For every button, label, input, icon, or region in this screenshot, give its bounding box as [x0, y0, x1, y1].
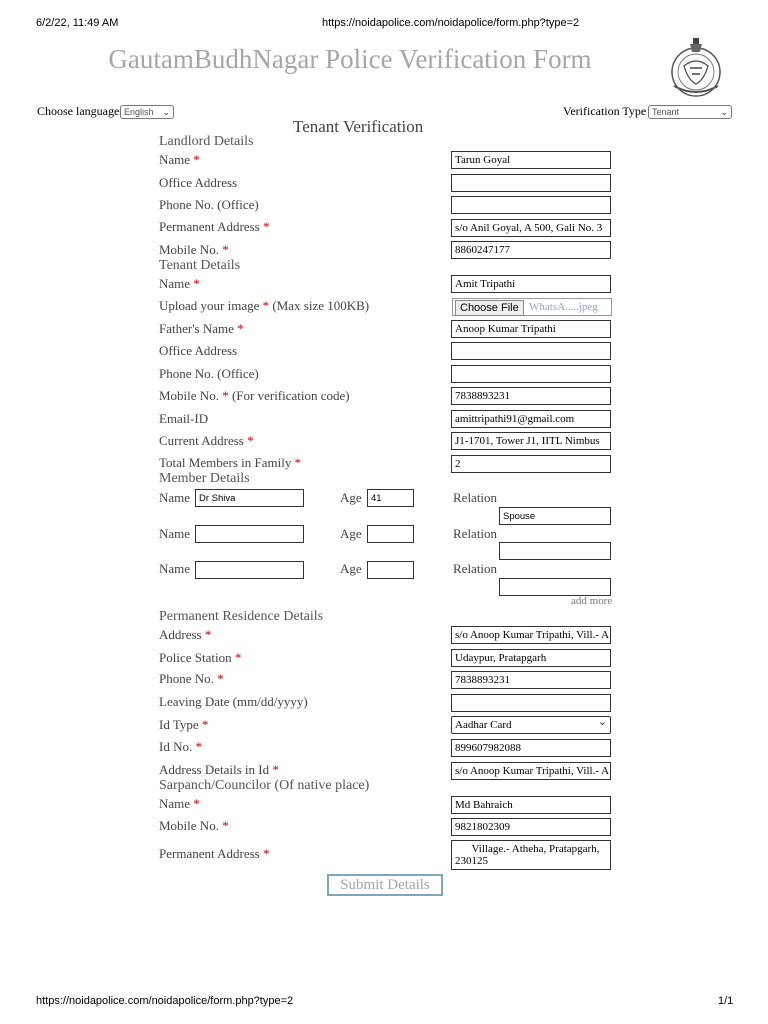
landlord-name-label: [159, 152, 200, 168]
tenant-phone-input[interactable]: [451, 365, 611, 383]
hint-text: (Max size 100KB): [272, 298, 370, 313]
landlord-heading: Landlord Details: [159, 134, 254, 149]
required-mark: *: [272, 762, 279, 777]
tenant-name-input[interactable]: Amit Tripathi: [451, 275, 611, 293]
label-text: Address: [159, 627, 202, 642]
required-mark: *: [217, 671, 224, 686]
landlord-phone-label: Phone No. (Office): [159, 197, 259, 212]
member-relation-label: Relation: [453, 526, 498, 541]
member-relation-label: Relation: [453, 561, 498, 576]
chevron-down-icon: ⌄: [597, 716, 607, 728]
member-name-input[interactable]: [195, 561, 304, 579]
label-text: Name: [159, 152, 191, 167]
landlord-mobile-label: [159, 242, 229, 258]
tenant-father-label: [159, 321, 244, 337]
label-text: Total Members in Family: [159, 455, 292, 470]
label-text: Permanent Address: [159, 219, 260, 234]
label-text: Mobile No.: [159, 242, 219, 257]
id-type-select[interactable]: [451, 716, 611, 734]
perm-address-input[interactable]: s/o Anoop Kumar Tripathi, Vill.- A: [451, 626, 611, 644]
hint-text: (For verification code): [231, 388, 350, 403]
police-station-input[interactable]: Udaypur, Pratapgarh: [451, 649, 611, 667]
member-age-label: Age: [340, 526, 362, 541]
tenant-office-input[interactable]: [451, 342, 611, 360]
required-mark: *: [262, 846, 270, 861]
id-type-label: [159, 717, 208, 733]
verification-type-select[interactable]: [648, 105, 732, 119]
footer-url: https://noidapolice.com/noidapolice/form.php?type=2: [36, 995, 294, 1007]
submit-button[interactable]: Submit Details: [327, 874, 443, 896]
tenant-image-label: [159, 298, 369, 314]
print-url: https://noidapolice.com/noidapolice/form.php?type=2: [322, 17, 580, 29]
language-value: English: [124, 107, 154, 117]
image-upload[interactable]: [452, 298, 612, 316]
landlord-phone-input[interactable]: [451, 196, 611, 214]
label-text: Address Details in Id: [159, 762, 270, 777]
perm-phone-label: [159, 671, 224, 687]
chevron-down-icon: ⌄: [720, 107, 728, 117]
label-text: Phone No.: [159, 671, 214, 686]
print-datetime: 6/2/22, 11:49 AM: [36, 17, 119, 29]
tenant-members-input[interactable]: 2: [451, 455, 611, 473]
required-mark: *: [247, 433, 254, 448]
required-mark: *: [204, 627, 212, 642]
perm-address-label: [159, 627, 211, 643]
label-text: Name: [159, 796, 191, 811]
member-name-label: Name: [159, 490, 191, 505]
police-station-label: [159, 650, 241, 666]
sarpanch-mobile-label: [159, 818, 229, 834]
member-relation-input[interactable]: Spouse: [499, 507, 611, 525]
label-text: Mobile No.: [159, 818, 219, 833]
member-relation-input[interactable]: [499, 542, 611, 560]
sarpanch-mobile-input[interactable]: 9821802309: [451, 818, 611, 836]
member-name-label: Name: [159, 526, 191, 541]
sarpanch-heading: Sarpanch/Councilor (Of native place): [159, 778, 370, 793]
required-mark: *: [193, 152, 200, 167]
tenant-heading: Tenant Details: [159, 258, 241, 273]
tenant-father-input[interactable]: Anoop Kumar Tripathi: [451, 320, 611, 338]
required-mark: *: [262, 298, 270, 313]
sarpanch-perm-textarea[interactable]: Village.- Atheha, Pratapgarh, 230125: [451, 840, 611, 870]
form-title: Tenant Verification: [293, 117, 424, 136]
leaving-date-label: Leaving Date (mm/dd/yyyy): [159, 694, 308, 709]
tenant-current-input[interactable]: J1-1701, Tower J1, IITL Nimbus: [451, 432, 611, 450]
landlord-perm-input[interactable]: s/o Anil Goyal, A 500, Gali No. 3: [451, 219, 611, 237]
landlord-office-input[interactable]: [451, 174, 611, 192]
add-more-link[interactable]: add more: [571, 595, 613, 607]
members-heading: Member Details: [159, 471, 250, 486]
required-mark: *: [234, 650, 242, 665]
required-mark: *: [222, 242, 229, 257]
leaving-date-input[interactable]: [451, 694, 611, 712]
label-text: Current Address: [159, 433, 244, 448]
id-type-value: Aadhar Card: [455, 719, 512, 731]
required-mark: *: [201, 717, 209, 732]
sarpanch-perm-label: [159, 846, 269, 862]
perm-phone-input[interactable]: 7838893231: [451, 671, 611, 689]
required-mark: *: [193, 796, 200, 811]
id-no-input[interactable]: 899607982088: [451, 739, 611, 757]
id-address-label: [159, 762, 279, 778]
police-emblem-icon: [664, 36, 728, 100]
label-text: Father's Name: [159, 321, 234, 336]
label-text: Name: [159, 276, 191, 291]
member-name-input[interactable]: Dr Shiva: [195, 489, 304, 507]
tenant-mobile-label: [159, 388, 350, 404]
tenant-members-label: [159, 455, 301, 471]
landlord-mobile-input[interactable]: 8860247177: [451, 241, 611, 259]
required-mark: *: [222, 818, 229, 833]
label-text: Police Station: [159, 650, 232, 665]
landlord-name-input[interactable]: Tarun Goyal: [451, 151, 611, 169]
sarpanch-name-label: [159, 796, 200, 812]
member-age-label: Age: [340, 561, 362, 576]
tenant-name-label: [159, 276, 200, 292]
verification-type-label: Verification Type: [563, 104, 647, 118]
label-text: Id No.: [159, 739, 193, 754]
landlord-office-label: Office Address: [159, 175, 238, 190]
member-name-label: Name: [159, 561, 191, 576]
label-text: Upload your image: [159, 298, 260, 313]
label-text: Mobile No.: [159, 388, 219, 403]
footer-page: 1/1: [718, 995, 734, 1007]
required-mark: *: [262, 219, 270, 234]
language-select[interactable]: [120, 105, 174, 119]
label-text: Permanent Address: [159, 846, 260, 861]
file-name: WhatsA.....jpeg: [529, 301, 598, 313]
tenant-email-label: Email-ID: [159, 411, 209, 426]
tenant-email-input[interactable]: amittripathi91@gmail.com: [451, 410, 611, 428]
member-relation-label: Relation: [453, 490, 498, 505]
page-title: GautamBudhNagar Police Verification Form: [108, 44, 592, 74]
required-mark: *: [195, 739, 202, 754]
member-age-input[interactable]: 41: [367, 489, 414, 507]
tenant-office-label: Office Address: [159, 343, 238, 358]
verification-type-value: Tenant: [652, 107, 680, 117]
chevron-down-icon: ⌄: [162, 107, 170, 117]
tenant-current-label: [159, 433, 254, 449]
choose-file-button[interactable]: Choose File: [455, 300, 524, 316]
tenant-mobile-input[interactable]: 7838893231: [451, 387, 611, 405]
required-mark: *: [222, 388, 229, 403]
required-mark: *: [294, 455, 302, 470]
member-name-input[interactable]: [195, 525, 304, 543]
tenant-phone-label: Phone No. (Office): [159, 366, 259, 381]
label-text: Id Type: [159, 717, 199, 732]
member-age-input[interactable]: [367, 525, 414, 543]
landlord-perm-label: [159, 219, 269, 235]
member-age-input[interactable]: [367, 561, 414, 579]
member-relation-input[interactable]: [499, 578, 611, 596]
permanent-heading: Permanent Residence Details: [159, 609, 324, 624]
sarpanch-name-input[interactable]: Md Bahraich: [451, 796, 611, 814]
required-mark: *: [193, 276, 200, 291]
language-label: Choose language: [37, 104, 120, 118]
member-age-label: Age: [340, 490, 362, 505]
id-address-input[interactable]: s/o Anoop Kumar Tripathi, Vill.- A: [451, 762, 611, 780]
required-mark: *: [237, 321, 244, 336]
id-no-label: [159, 739, 202, 755]
